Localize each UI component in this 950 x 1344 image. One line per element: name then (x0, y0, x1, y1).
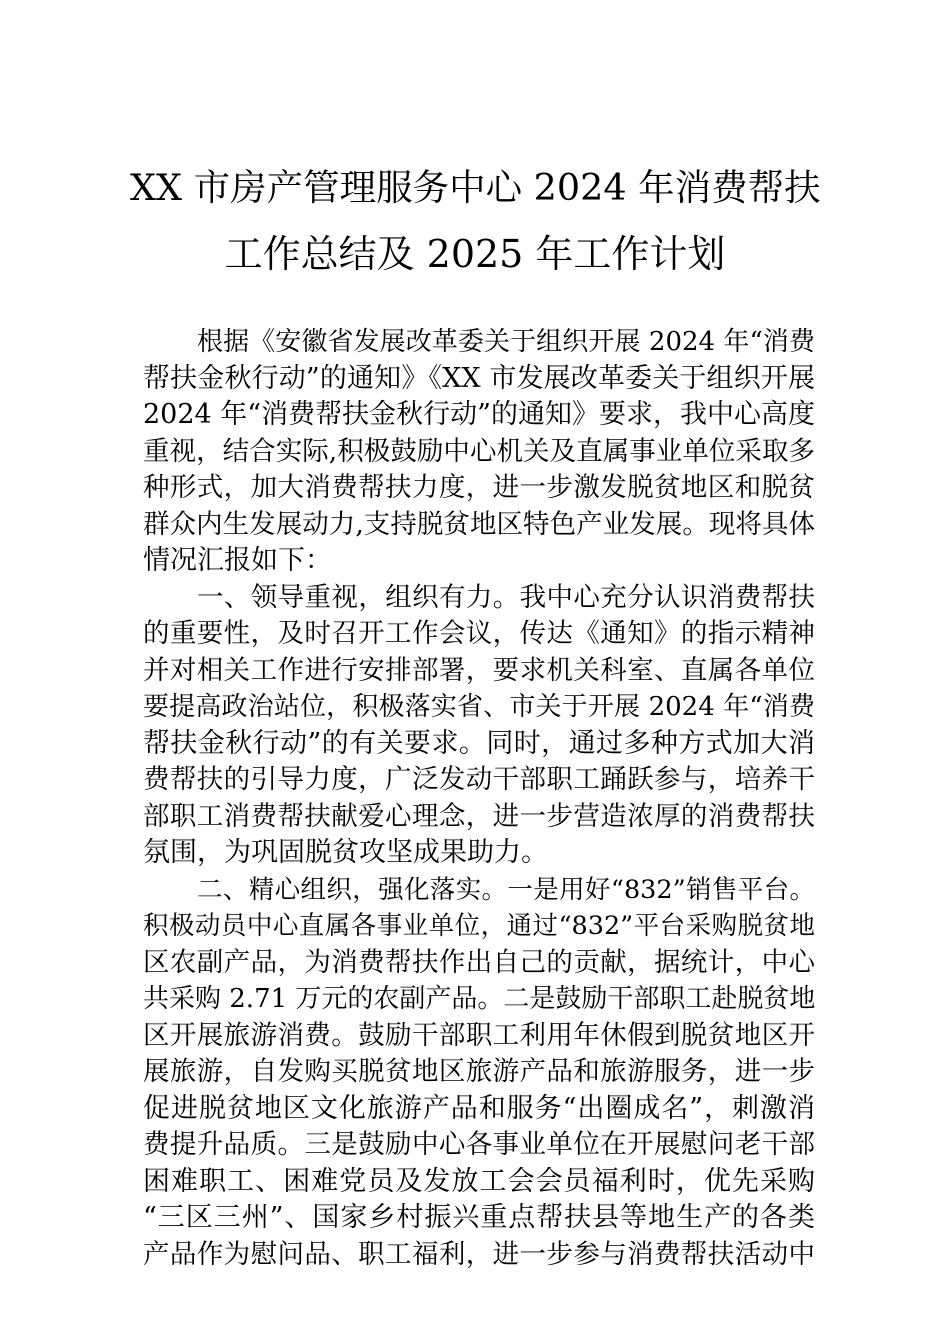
paragraph-1-line: 种形式，加大消费帮扶力度，进一步激发脱贫地区和脱贫 (143, 472, 815, 503)
paragraph-1-line: 根据《安徽省发展改革委关于组织开展 2024 年“消费 (197, 327, 815, 357)
document-body (143, 324, 815, 1273)
paragraph-3-line: 区农副产品，为消费帮扶作出自己的贡献，据统计，中心 (143, 946, 815, 978)
paragraph-1-line: 帮扶金秋行动”的通知》《XX 市发展改革委关于组织开展 (143, 362, 815, 394)
document-title-line-1: XX 市房产管理服务中心 2024 年消费帮扶 (130, 166, 821, 209)
paragraph-3-line: 区开展旅游消费。鼓励干部职工利用年休假到脱贫地区开 (143, 1019, 815, 1051)
paragraph-2-line: 并对相关工作进行安排部署，要求机关科室、直属各单位 (143, 654, 815, 686)
paragraph-2-line: 费帮扶的引导力度，广泛发动干部职工踊跃参与，培养干 (143, 764, 815, 795)
paragraph-3-line: “三区三州”、国家乡村振兴重点帮扶县等地生产的各类 (143, 1202, 815, 1233)
document-title-line-2: 工作总结及 2025 年工作计划 (224, 232, 726, 276)
paragraph-1-line: 重视，结合实际,积极鼓励中心机关及直属事业单位采取多 (143, 435, 815, 467)
paragraph-2-line: 一、领导重视，组织有力。我中心充分认识消费帮扶 (197, 581, 815, 613)
paragraph-2-line: 帮扶金秋行动”的有关要求。同时，通过多种方式加大消 (143, 727, 815, 759)
paragraph-2-line: 氛围，为巩固脱贫攻坚成果助力。 (143, 837, 548, 868)
paragraph-3-line: 二、精心组织，强化落实。一是用好“832”销售平台。 (197, 874, 815, 905)
paragraph-3-line: 费提升品质。三是鼓励中心各事业单位在开展慰问老干部 (143, 1129, 815, 1160)
paragraph-1-line: 情况汇报如下： (143, 545, 332, 576)
paragraph-3-line: 困难职工、困难党员及发放工会会员福利时，优先采购 (143, 1165, 815, 1197)
paragraph-2-line: 的重要性，及时召开工作会议，传达《通知》的指示精神 (143, 618, 815, 649)
paragraph-1-line: 群众内生发展动力,支持脱贫地区特色产业发展。现将具体 (143, 508, 815, 540)
paragraph-3-line: 共采购 2.71 万元的农副产品。二是鼓励干部职工赴脱贫地 (143, 984, 816, 1014)
paragraph-3-line: 展旅游，自发购买脱贫地区旅游产品和旅游服务，进一步 (143, 1056, 815, 1087)
paragraph-3-line: 产品作为慰问品、职工福利，进一步参与消费帮扶活动中 (143, 1238, 815, 1270)
paragraph-1-line: 2024 年“消费帮扶金秋行动”的通知》要求，我中心高度 (143, 399, 815, 430)
paragraph-2-line: 部职工消费帮扶献爱心理念，进一步营造浓厚的消费帮扶 (143, 800, 815, 832)
paragraph-2-line: 要提高政治站位，积极落实省、市关于开展 2024 年“消费 (143, 692, 815, 722)
paragraph-3-line: 积极动员中心直属各事业单位，通过“832”平台采购脱贫地 (143, 911, 815, 941)
paragraph-3-line: 促进脱贫地区文化旅游产品和服务“出圈成名”，刺激消 (143, 1092, 815, 1124)
